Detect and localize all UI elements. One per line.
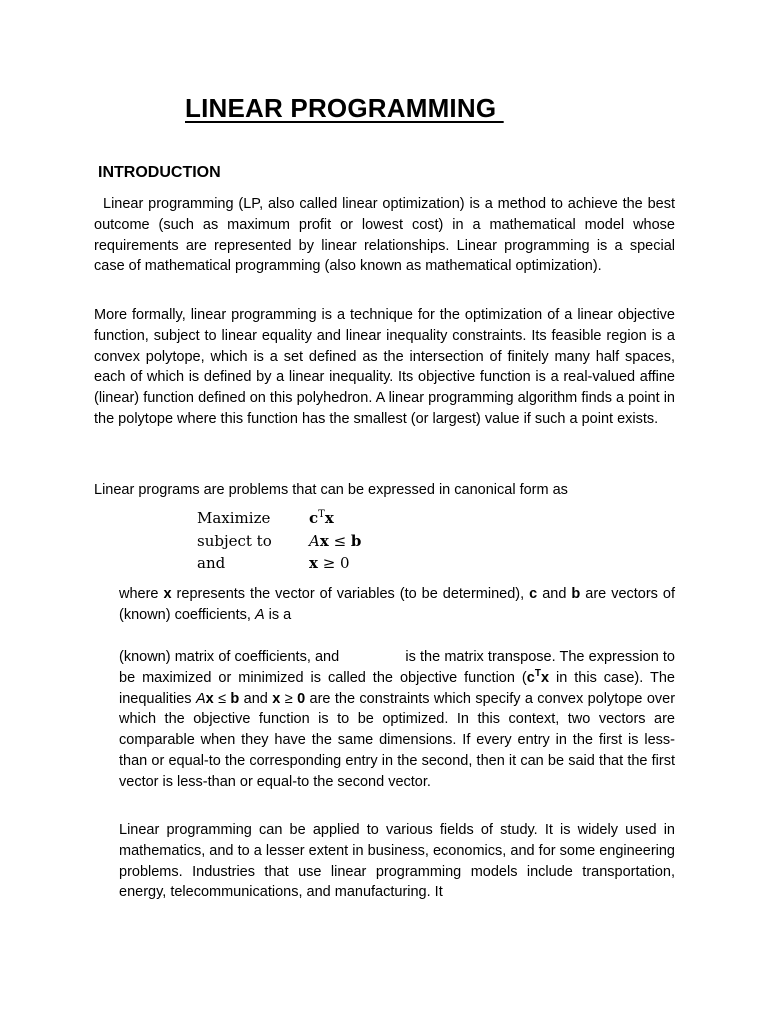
equation-label: subject to [197, 531, 272, 550]
paragraph-applications: Linear programming can be applied to various fields of study. It is widely used in mathematics, and to a lesser extent in business, economics, and for some engineering problems. Industries that use linear programming models include transportation, energy, telecommunications, and manufacturing. It [119, 822, 675, 901]
paragraph-variables-part2: (known) matrix of coefficients, and is the matrix transpose. The expression to be maximized or minimized is called the objective function ($c^Tx$ in this case). The inequalities Ax ≤ b and x ≥ 0 are the constraints which specify a convex polytope over which the objective function is to be optimized. In this context, two vectors are comparable when they have the same dimensions. If every entry in the first is less-than or equal-to the corresponding entry in the second, then it can be said that the first vector is less-than or equal-to the second vector. [119, 649, 680, 790]
paragraph-variables-part1: where x represents the vector of variables (to be determined), c and b are vectors of (known) coefficients, A is a [119, 586, 676, 623]
equation-expression: Ax ≤ b [309, 531, 362, 550]
section-heading: INTRODUCTION [98, 164, 221, 181]
document-title: LINEAR PROGRAMMING [185, 93, 504, 123]
equation-label: Maximize [197, 509, 271, 527]
equation-label: and [197, 554, 226, 572]
paragraph-formal-definition: More formally, linear programming is a technique for the optimization of a linear objective function, subject to linear equality and linear inequality constraints. Its feasible region is a convex polytope, which is a set defined as the intersection of finitely many half spaces, each of which is defined by a linear inequality. Its objective function is a real-valued affine (linear) function defined on this polyhedron. A linear programming algorithm finds a point in the polytope where this function has the smallest (or largest) value if such a point exists. [94, 307, 675, 427]
equation-row-subject-to [197, 530, 361, 553]
equation-expression: x ≥ 0 [309, 554, 350, 572]
equation-row-maximize [197, 507, 361, 530]
canonical-form-equations [197, 507, 361, 575]
paragraph-intro: Linear programming (LP, also called linear optimization) is a method to achieve the best outcome (such as maximum profit or lowest cost) in a mathematical model whose requirements are represented by linear relationships. Linear programming is a special case of mathematical programming (also known as mathematical optimization). [94, 196, 675, 275]
paragraph-canonical-intro: Linear programs are problems that can be expressed in canonical form as [94, 482, 568, 498]
equation-expression: $c^Tx$ [309, 509, 334, 527]
equation-row-and [197, 552, 361, 575]
